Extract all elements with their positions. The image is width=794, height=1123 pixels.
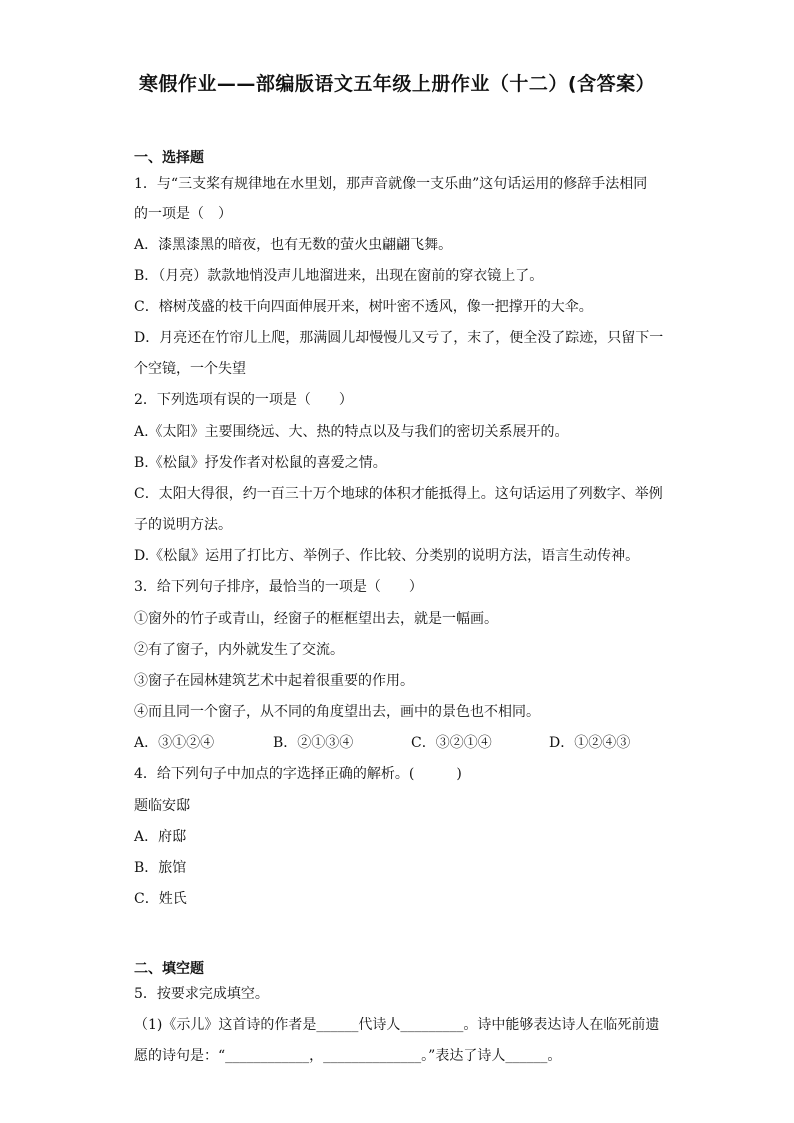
- q5-part-1-line-2: 愿的诗句是：“____________，______________。”表达了诗人______。: [134, 1048, 562, 1064]
- section-heading-fill: 二、填空题: [134, 961, 204, 977]
- q4-sentence: 题临安邸: [134, 798, 190, 814]
- q2-option-d: D.《松鼠》运用了打比方、举例子、作比较、分类别的说明方法，语言生动传神。: [134, 548, 640, 564]
- q1-option-d-line-1: D．月亮还在竹帘儿上爬，那满圆儿却慢慢儿又亏了，末了，便全没了踪迹，只留下一: [134, 330, 664, 346]
- q3-options-row: [134, 734, 664, 752]
- q2-option-b: B.《松鼠》抒发作者对松鼠的喜爱之情。: [134, 455, 387, 471]
- q1-option-b: B．（月亮）款款地悄没声儿地溜进来，出现在窗前的穿衣镜上了。: [134, 268, 544, 284]
- q1-option-d-line-2: 个空镜，一个失望: [134, 361, 246, 377]
- q4-option-b: B．旅馆: [134, 860, 187, 876]
- document-title: 寒假作业——部编版语文五年级上册作业（十二）(含答案）: [138, 73, 656, 95]
- q2-option-a: A.《太阳》主要围绕远、大、热的特点以及与我们的密切关系展开的。: [134, 424, 569, 440]
- q3-sentence-3: ③窗子在园林建筑艺术中起着很重要的作用。: [134, 673, 414, 689]
- q3-option-b: B．②①③④: [273, 735, 354, 751]
- q1-option-a: A．漆黑漆黑的暗夜，也有无数的萤火虫翩翩飞舞。: [134, 237, 453, 253]
- section-heading-choice: 一、选择题: [134, 150, 204, 166]
- q3-stem: 3．给下列句子排序，最恰当的一项是（ ）: [134, 579, 423, 595]
- q5-stem: 5．按要求完成填空。: [134, 986, 269, 1002]
- q1-stem-line-2: 的一项是（ ）: [134, 206, 232, 222]
- q2-option-c-line-2: 子的说明方法。: [134, 517, 232, 533]
- q1-option-c: C．榕树茂盛的枝干向四面伸展开来，树叶密不透风，像一把撑开的大伞。: [134, 299, 593, 315]
- q1-stem-line-1: 1．与“三支桨有规律地在水里划，那声音就像一支乐曲”这句话运用的修辞手法相同: [134, 176, 648, 192]
- q2-option-c-line-1: C．太阳大得很，约一百三十万个地球的体积才能抵得上。这句话运用了列数字、举例: [134, 486, 663, 502]
- q5-part-1-line-1: （1)《示儿》这首诗的作者是______代诗人_________。诗中能够表达诗人在临死前遗: [134, 1017, 660, 1033]
- q3-option-a: A．③①②④: [134, 735, 215, 751]
- q3-option-d: D．①②④③: [549, 735, 631, 751]
- q3-sentence-2: ②有了窗子，内外就发生了交流。: [134, 642, 344, 658]
- q4-option-c: C．姓氏: [134, 891, 187, 907]
- q3-option-c: C．③②①④: [411, 735, 492, 751]
- q3-sentence-1: ①窗外的竹子或青山，经窗子的框框望出去，就是一幅画。: [134, 611, 498, 627]
- q2-stem: 2．下列选项有误的一项是（ ）: [134, 392, 353, 408]
- q4-option-a: A．府邸: [134, 829, 187, 845]
- q4-stem: 4．给下列句子中加点的字选择正确的解析。( ): [134, 766, 462, 782]
- q3-sentence-4: ④而且同一个窗子，从不同的角度望出去，画中的景色也不相同。: [134, 704, 540, 720]
